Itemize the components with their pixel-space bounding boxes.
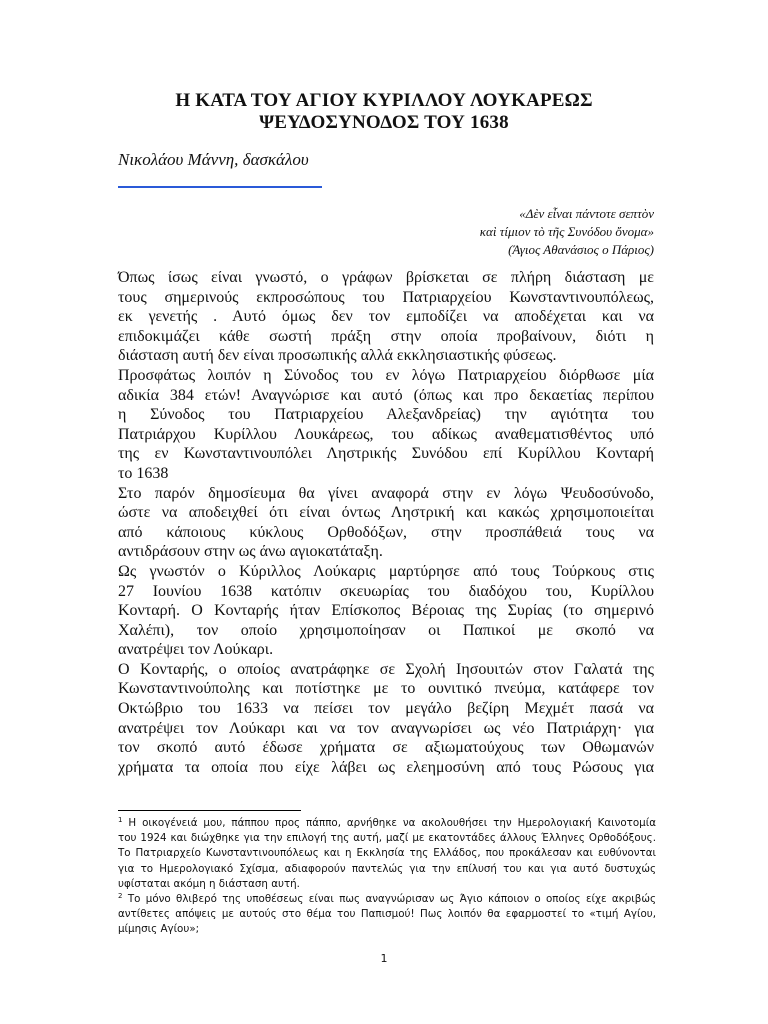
document-title	[100, 90, 668, 134]
footnote-1-line: υφίσταται ακόμη η διάσταση αυτή.	[118, 877, 300, 890]
body-line: Ο Κονταρής, ο οποίος ανατράφηκε σε Σχολή Ιησουιτών στον Γαλατά της	[118, 660, 654, 678]
title-line-1: Η ΚΑΤΑ ΤΟΥ ΑΓΙΟΥ ΚΥΡΙΛΛΟΥ ΛΟΥΚΑΡΕΩΣ	[175, 90, 593, 111]
footnote-1-marker: 1	[118, 816, 123, 824]
body-line: Χαλέπι), τον οποίο χρησιμοποίησαν οι Παπικοί με σκοπό να	[118, 621, 654, 639]
title-line-2: ΨΕΥΔΟΣΥΝΟΔΟΣ ΤΟΥ 1638	[259, 112, 509, 133]
epigraph	[274, 205, 654, 259]
epigraph-attribution: (Άγιος Αθανάσιος ο Πάριος)	[508, 242, 654, 257]
footnote-2-line: αντίθετες απόψεις με αυτούς στο θέμα του Παπισμού! Πως λοιπόν θα εφαρμοστεί το «τιμή Αγίου,	[118, 908, 656, 921]
epigraph-line: καὶ τίμιον τὸ τῆς Συνόδου ὄνομα»	[479, 224, 654, 239]
body-line: Στο παρόν δημοσίευμα θα γίνει αναφορά στην εν λόγω Ψευδοσύνοδο,	[118, 484, 654, 502]
page-number: 1	[380, 952, 388, 965]
body-line: εκ γενετής . Αυτό όμως δεν τον εμποδίζει να αποδέχεται και να	[118, 308, 654, 326]
author-underline	[118, 186, 322, 188]
body-line: τους σημερινούς εκπροσώπους του Πατριαρχείου Κωνσταντινουπόλεως,	[118, 288, 654, 306]
body-line: τον σκοπό αυτό έδωσε χρήματα σε αξιωματούχους των Οθωμανών	[118, 739, 654, 757]
body-line: Όπως ίσως είναι γνωστό, ο γράφων βρίσκεται σε πλήρη διάσταση με	[118, 269, 654, 286]
body-line: Πατριάρχου Κυρίλλου Λουκάρεως, του αδίκως αναθεματισθέντος υπό	[118, 425, 654, 443]
body-line: αδικία 384 ετών! Αναγνώρισε και αυτό (όπως και προ δεκαετίας περίπου	[118, 386, 654, 404]
body-line: Οκτώβριο του 1633 να πείσει τον μεγάλο βεζίρη Μεχμέτ πασά να	[118, 700, 654, 718]
body-line: ανατρέψει τον Λούκαρι.	[118, 641, 274, 659]
footnote-1-line: Το Πατριαρχείο Κωνσταντινουπόλεως και η Εκκλησία της Ελλάδος, που προκάλεσαν και ευθύνονται	[118, 847, 656, 860]
body-line: Κωνσταντινούπολης και ποτίστηκε με το ουνιτικό πνεύμα, κατάφερε τον	[118, 680, 654, 698]
body-line: Κονταρή. Ο Κονταρής ήταν Επίσκοπος Βέροιας της Συρίας (το σημερινό	[118, 602, 654, 620]
footnote-separator	[118, 810, 301, 811]
body-line: επιδοκιμάζει κάθε σωστή πράξη στην οποία προβαίνουν, διότι η	[118, 327, 654, 345]
footnote-1-line: του 1924 και διώχθηκε για την επιλογή της αυτή, μαζί με εκατοντάδες άλλους Έλληνες Ορθοδόξους.	[118, 832, 656, 845]
body-line: το 1638	[118, 464, 169, 482]
body-line: διάσταση αυτή δεν είναι προσωπικής αλλά εκκλησιαστικής φύσεως.	[118, 347, 557, 365]
epigraph-line: «Δὲν εἶναι πάντοτε σεπτὸν	[519, 206, 654, 221]
body-line: 27 Ιουνίου 1638 κατόπιν σκευωρίας του διαδόχου του, Κυρίλλου	[118, 582, 654, 600]
footnote-1-line: $^1$ Η οικογένειά μου, πάππου προς πάππο, αρνήθηκε να ακολουθήσει την Ημερολογιακή Καινοτομία	[118, 816, 656, 829]
body-line: αντιδράσουν στην ως άνω αγιοκατάταξη.	[118, 543, 383, 561]
footnote-2-line: $^2$ Το μόνο θλιβερό της υποθέσεως είναι πως αναγνώρισαν ως Άγιο κάποιον ο οποίος είχε ακριβώς	[118, 892, 656, 906]
author-byline: Νικολάου Μάννη, δασκάλου	[118, 150, 309, 169]
body-line: ώστε να αποδειχθεί ότι είναι όντως Ληστρική και κακώς χρησιμοποιείται	[118, 504, 654, 522]
body-line: χρήματα τα οποία που είχε λάβει ως ελεημοσύνη από τους Ρώσους για	[118, 758, 654, 776]
body-line: η Σύνοδος του Πατριαρχείου Αλεξανδρείας) την αγιότητα του	[118, 406, 654, 424]
body-line: από κάποιους κύκλους Ορθοδόξων, στην προσπάθειά τους να	[118, 523, 654, 541]
footnote-2-line: μίμησις Αγίου»;	[118, 923, 200, 936]
body-line: Προσφάτως λοιπόν η Σύνοδος του εν λόγω Πατριαρχείου διόρθωσε μία	[118, 366, 654, 384]
footnotes	[118, 816, 656, 938]
body-line: ανατρέψει τον Λούκαρι και να τον αναγνωρίσει ως νέο Πατριάρχη· για	[118, 719, 654, 737]
footnote-2-marker: 2	[118, 892, 123, 901]
body-text	[118, 268, 654, 777]
body-line: Ως γνωστόν ο Κύριλλος Λούκαρις μαρτύρησε από τους Τούρκους στις	[118, 562, 654, 580]
footnote-1-line: για το Ημερολογιακό Σχίσμα, αδιαφορούν παντελώς για την επίλυσή του και για αυτό δυστυχώς	[118, 862, 656, 875]
body-line: της εν Κωνσταντινουπόλει Ληστρικής Συνόδου επί Κυρίλλου Κονταρή	[118, 445, 654, 463]
